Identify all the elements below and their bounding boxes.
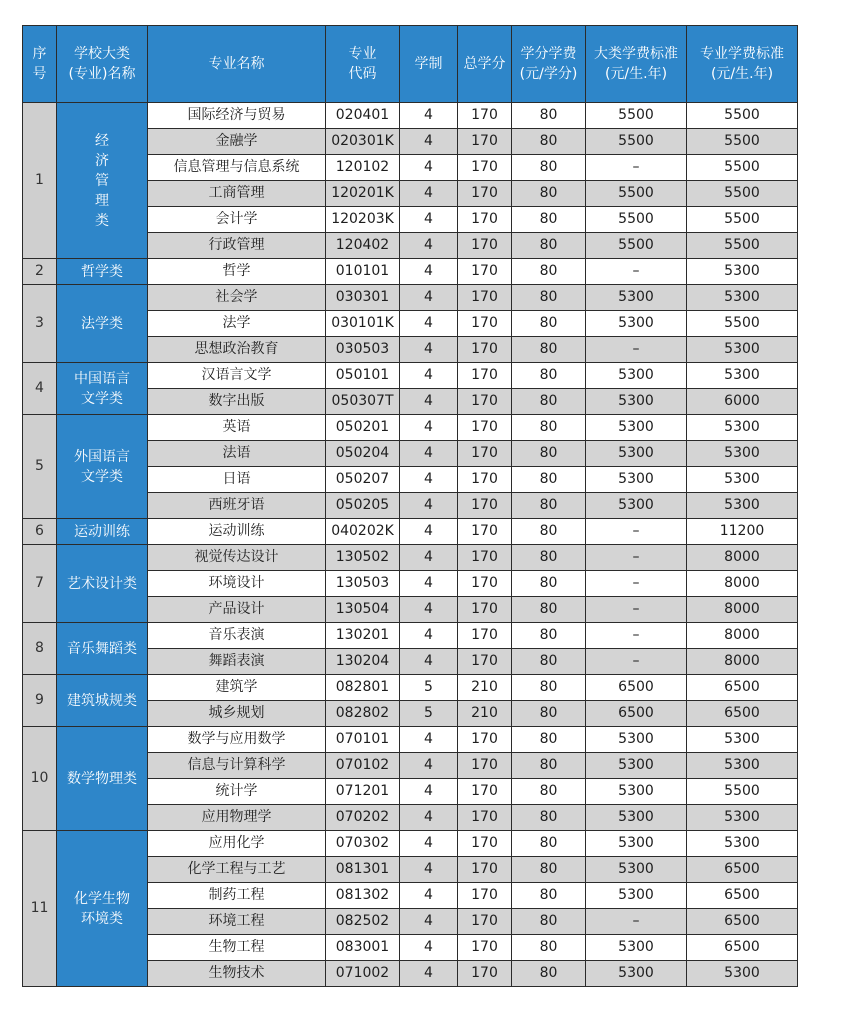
major-name-cell: 视觉传达设计	[148, 545, 326, 571]
header-years: 学制	[400, 26, 458, 103]
category-label: 法学类	[81, 315, 123, 332]
major-name-cell: 金融学	[148, 129, 326, 155]
row-index-cell: 1	[23, 103, 57, 259]
years-cell: 4	[400, 935, 458, 961]
class-fee-cell: –	[586, 259, 687, 285]
category-label: 建筑城规类	[67, 692, 137, 709]
major-code-cell: 050204	[326, 441, 400, 467]
credits-cell: 170	[458, 415, 512, 441]
major-code-cell: 070102	[326, 753, 400, 779]
class-fee-cell: 5300	[586, 935, 687, 961]
major-code-cell: 130504	[326, 597, 400, 623]
credit-fee-cell: 80	[512, 233, 586, 259]
credits-cell: 170	[458, 935, 512, 961]
years-cell: 4	[400, 623, 458, 649]
table-row	[23, 623, 798, 649]
class-fee-cell: 5300	[586, 389, 687, 415]
major-fee-cell: 11200	[687, 519, 798, 545]
credits-cell: 170	[458, 857, 512, 883]
category-cell	[57, 259, 148, 285]
major-name-cell: 西班牙语	[148, 493, 326, 519]
years-cell: 4	[400, 285, 458, 311]
major-name-cell: 法语	[148, 441, 326, 467]
major-code-cell: 030301	[326, 285, 400, 311]
credit-fee-cell: 80	[512, 571, 586, 597]
class-fee-cell: –	[586, 623, 687, 649]
class-fee-cell: 5300	[586, 961, 687, 987]
major-code-cell: 120102	[326, 155, 400, 181]
tuition-table-container	[22, 25, 798, 987]
major-code-cell: 030503	[326, 337, 400, 363]
years-cell: 4	[400, 909, 458, 935]
years-cell: 5	[400, 701, 458, 727]
major-name-cell: 建筑学	[148, 675, 326, 701]
credits-cell: 170	[458, 467, 512, 493]
major-name-cell: 日语	[148, 467, 326, 493]
major-fee-cell: 5500	[687, 779, 798, 805]
row-index-cell: 7	[23, 545, 57, 623]
class-fee-cell: 6500	[586, 675, 687, 701]
major-code-cell: 083001	[326, 935, 400, 961]
major-name-cell: 生物工程	[148, 935, 326, 961]
major-fee-cell: 5500	[687, 233, 798, 259]
credits-cell: 170	[458, 129, 512, 155]
years-cell: 4	[400, 857, 458, 883]
major-fee-cell: 5300	[687, 493, 798, 519]
header-credits: 总学分	[458, 26, 512, 103]
major-fee-cell: 5300	[687, 727, 798, 753]
major-fee-cell: 5300	[687, 285, 798, 311]
major-code-cell: 050101	[326, 363, 400, 389]
major-fee-cell: 8000	[687, 571, 798, 597]
class-fee-cell: 5300	[586, 753, 687, 779]
major-name-cell: 社会学	[148, 285, 326, 311]
credit-fee-cell: 80	[512, 181, 586, 207]
credits-cell: 170	[458, 519, 512, 545]
years-cell: 4	[400, 415, 458, 441]
credits-cell: 170	[458, 363, 512, 389]
credits-cell: 170	[458, 285, 512, 311]
major-name-cell: 汉语言文学	[148, 363, 326, 389]
credits-cell: 170	[458, 311, 512, 337]
credit-fee-cell: 80	[512, 909, 586, 935]
credit-fee-cell: 80	[512, 597, 586, 623]
table-row	[23, 831, 798, 857]
class-fee-cell: 5500	[586, 103, 687, 129]
major-code-cell: 130204	[326, 649, 400, 675]
major-name-cell: 环境设计	[148, 571, 326, 597]
class-fee-cell: –	[586, 649, 687, 675]
category-cell	[57, 623, 148, 675]
major-name-cell: 环境工程	[148, 909, 326, 935]
class-fee-cell: 5300	[586, 493, 687, 519]
class-fee-cell: –	[586, 337, 687, 363]
credit-fee-cell: 80	[512, 857, 586, 883]
class-fee-cell: –	[586, 545, 687, 571]
class-fee-cell: 5500	[586, 181, 687, 207]
category-label: 运动训练	[74, 523, 130, 540]
years-cell: 4	[400, 441, 458, 467]
class-fee-cell: –	[586, 909, 687, 935]
years-cell: 4	[400, 259, 458, 285]
class-fee-cell: –	[586, 597, 687, 623]
major-name-cell: 信息管理与信息系统	[148, 155, 326, 181]
major-fee-cell: 5300	[687, 259, 798, 285]
years-cell: 4	[400, 103, 458, 129]
credit-fee-cell: 80	[512, 961, 586, 987]
years-cell: 4	[400, 831, 458, 857]
years-cell: 4	[400, 311, 458, 337]
major-name-cell: 工商管理	[148, 181, 326, 207]
table-header	[23, 26, 798, 103]
class-fee-cell: –	[586, 571, 687, 597]
credits-cell: 170	[458, 181, 512, 207]
category-label: 化学生物 环境类	[74, 890, 130, 927]
credits-cell: 170	[458, 727, 512, 753]
major-fee-cell: 5500	[687, 155, 798, 181]
major-fee-cell: 5300	[687, 467, 798, 493]
credit-fee-cell: 80	[512, 207, 586, 233]
credits-cell: 170	[458, 597, 512, 623]
header-class-fee: 大类学费标准 (元/生.年)	[586, 26, 687, 103]
years-cell: 4	[400, 779, 458, 805]
credits-cell: 170	[458, 337, 512, 363]
major-fee-cell: 8000	[687, 623, 798, 649]
category-label: 音乐舞蹈类	[67, 640, 137, 657]
class-fee-cell: 5300	[586, 441, 687, 467]
years-cell: 5	[400, 675, 458, 701]
major-fee-cell: 6000	[687, 389, 798, 415]
row-index-cell: 5	[23, 415, 57, 519]
credit-fee-cell: 80	[512, 285, 586, 311]
credit-fee-cell: 80	[512, 701, 586, 727]
class-fee-cell: 5300	[586, 727, 687, 753]
credit-fee-cell: 80	[512, 623, 586, 649]
years-cell: 4	[400, 597, 458, 623]
credit-fee-cell: 80	[512, 753, 586, 779]
category-label: 哲学类	[81, 263, 123, 280]
years-cell: 4	[400, 207, 458, 233]
major-fee-cell: 6500	[687, 883, 798, 909]
category-cell	[57, 831, 148, 987]
category-cell	[57, 103, 148, 259]
credit-fee-cell: 80	[512, 675, 586, 701]
row-index-cell: 11	[23, 831, 57, 987]
major-name-cell: 运动训练	[148, 519, 326, 545]
credit-fee-cell: 80	[512, 363, 586, 389]
credits-cell: 170	[458, 623, 512, 649]
major-code-cell: 082802	[326, 701, 400, 727]
row-index-cell: 6	[23, 519, 57, 545]
years-cell: 4	[400, 545, 458, 571]
major-code-cell: 070101	[326, 727, 400, 753]
row-index-cell: 2	[23, 259, 57, 285]
credit-fee-cell: 80	[512, 337, 586, 363]
tuition-table	[22, 25, 798, 987]
credits-cell: 170	[458, 441, 512, 467]
years-cell: 4	[400, 233, 458, 259]
major-name-cell: 应用化学	[148, 831, 326, 857]
major-fee-cell: 5500	[687, 129, 798, 155]
major-fee-cell: 5300	[687, 415, 798, 441]
credit-fee-cell: 80	[512, 441, 586, 467]
major-name-cell: 城乡规划	[148, 701, 326, 727]
years-cell: 4	[400, 181, 458, 207]
header-major-fee: 专业学费标准 (元/生.年)	[687, 26, 798, 103]
major-code-cell: 020301K	[326, 129, 400, 155]
table-body	[23, 103, 798, 987]
credits-cell: 170	[458, 155, 512, 181]
major-code-cell: 050307T	[326, 389, 400, 415]
major-name-cell: 法学	[148, 311, 326, 337]
credits-cell: 170	[458, 571, 512, 597]
category-cell	[57, 519, 148, 545]
category-cell	[57, 285, 148, 363]
table-row	[23, 727, 798, 753]
credits-cell: 170	[458, 909, 512, 935]
class-fee-cell: 5300	[586, 467, 687, 493]
category-label: 外国语言 文学类	[74, 448, 130, 485]
major-code-cell: 081302	[326, 883, 400, 909]
major-fee-cell: 5300	[687, 441, 798, 467]
credit-fee-cell: 80	[512, 935, 586, 961]
major-code-cell: 010101	[326, 259, 400, 285]
years-cell: 4	[400, 337, 458, 363]
major-code-cell: 050207	[326, 467, 400, 493]
major-name-cell: 制药工程	[148, 883, 326, 909]
credit-fee-cell: 80	[512, 155, 586, 181]
major-code-cell: 082502	[326, 909, 400, 935]
major-fee-cell: 8000	[687, 545, 798, 571]
major-fee-cell: 6500	[687, 909, 798, 935]
major-name-cell: 产品设计	[148, 597, 326, 623]
class-fee-cell: 5300	[586, 285, 687, 311]
credits-cell: 170	[458, 805, 512, 831]
major-name-cell: 英语	[148, 415, 326, 441]
credits-cell: 170	[458, 389, 512, 415]
credit-fee-cell: 80	[512, 779, 586, 805]
years-cell: 4	[400, 467, 458, 493]
header-code: 专业 代码	[326, 26, 400, 103]
class-fee-cell: 5300	[586, 883, 687, 909]
major-name-cell: 数字出版	[148, 389, 326, 415]
row-index-cell: 8	[23, 623, 57, 675]
years-cell: 4	[400, 649, 458, 675]
major-code-cell: 070202	[326, 805, 400, 831]
major-fee-cell: 5300	[687, 337, 798, 363]
major-fee-cell: 5500	[687, 207, 798, 233]
credit-fee-cell: 80	[512, 415, 586, 441]
major-fee-cell: 5300	[687, 831, 798, 857]
header-category: 学校大类 (专业)名称	[57, 26, 148, 103]
major-name-cell: 行政管理	[148, 233, 326, 259]
class-fee-cell: 5300	[586, 415, 687, 441]
major-name-cell: 会计学	[148, 207, 326, 233]
credits-cell: 170	[458, 207, 512, 233]
major-name-cell: 数学与应用数学	[148, 727, 326, 753]
major-name-cell: 生物技术	[148, 961, 326, 987]
credits-cell: 170	[458, 753, 512, 779]
category-label: 经济管理类	[95, 132, 109, 229]
years-cell: 4	[400, 961, 458, 987]
header-idx: 序 号	[23, 26, 57, 103]
credits-cell: 170	[458, 103, 512, 129]
table-row	[23, 519, 798, 545]
major-code-cell: 081301	[326, 857, 400, 883]
table-row	[23, 285, 798, 311]
credits-cell: 170	[458, 779, 512, 805]
credits-cell: 170	[458, 831, 512, 857]
credit-fee-cell: 80	[512, 831, 586, 857]
major-fee-cell: 5300	[687, 363, 798, 389]
major-fee-cell: 5500	[687, 311, 798, 337]
credits-cell: 170	[458, 961, 512, 987]
years-cell: 4	[400, 805, 458, 831]
years-cell: 4	[400, 155, 458, 181]
credits-cell: 170	[458, 883, 512, 909]
credit-fee-cell: 80	[512, 883, 586, 909]
major-fee-cell: 5300	[687, 753, 798, 779]
credit-fee-cell: 80	[512, 727, 586, 753]
major-code-cell: 120203K	[326, 207, 400, 233]
years-cell: 4	[400, 753, 458, 779]
class-fee-cell: 5300	[586, 311, 687, 337]
class-fee-cell: –	[586, 519, 687, 545]
table-row	[23, 103, 798, 129]
class-fee-cell: 5300	[586, 363, 687, 389]
class-fee-cell: 6500	[586, 701, 687, 727]
major-code-cell: 070302	[326, 831, 400, 857]
major-fee-cell: 8000	[687, 597, 798, 623]
table-row	[23, 363, 798, 389]
major-name-cell: 哲学	[148, 259, 326, 285]
class-fee-cell: 5300	[586, 805, 687, 831]
years-cell: 4	[400, 129, 458, 155]
major-name-cell: 信息与计算科学	[148, 753, 326, 779]
table-row	[23, 415, 798, 441]
credits-cell: 170	[458, 545, 512, 571]
years-cell: 4	[400, 727, 458, 753]
major-fee-cell: 6500	[687, 857, 798, 883]
major-fee-cell: 5300	[687, 805, 798, 831]
credits-cell: 170	[458, 233, 512, 259]
major-name-cell: 国际经济与贸易	[148, 103, 326, 129]
table-row	[23, 259, 798, 285]
category-cell	[57, 415, 148, 519]
major-name-cell: 思想政治教育	[148, 337, 326, 363]
credit-fee-cell: 80	[512, 649, 586, 675]
major-code-cell: 071002	[326, 961, 400, 987]
major-fee-cell: 8000	[687, 649, 798, 675]
credit-fee-cell: 80	[512, 129, 586, 155]
row-index-cell: 10	[23, 727, 57, 831]
category-cell	[57, 727, 148, 831]
major-fee-cell: 5500	[687, 103, 798, 129]
class-fee-cell: 5500	[586, 207, 687, 233]
major-fee-cell: 5500	[687, 181, 798, 207]
row-index-cell: 4	[23, 363, 57, 415]
credits-cell: 210	[458, 675, 512, 701]
major-code-cell: 050205	[326, 493, 400, 519]
header-credit-fee: 学分学费 (元/学分)	[512, 26, 586, 103]
credits-cell: 170	[458, 259, 512, 285]
major-name-cell: 舞蹈表演	[148, 649, 326, 675]
credit-fee-cell: 80	[512, 103, 586, 129]
credit-fee-cell: 80	[512, 259, 586, 285]
major-code-cell: 120201K	[326, 181, 400, 207]
row-index-cell: 9	[23, 675, 57, 727]
credit-fee-cell: 80	[512, 805, 586, 831]
header-row	[23, 26, 798, 103]
years-cell: 4	[400, 493, 458, 519]
major-fee-cell: 6500	[687, 701, 798, 727]
category-label: 艺术设计类	[67, 575, 137, 592]
major-code-cell: 030101K	[326, 311, 400, 337]
table-row	[23, 545, 798, 571]
header-major: 专业名称	[148, 26, 326, 103]
category-label: 中国语言 文学类	[74, 370, 130, 407]
major-name-cell: 化学工程与工艺	[148, 857, 326, 883]
category-cell	[57, 363, 148, 415]
major-name-cell: 统计学	[148, 779, 326, 805]
major-name-cell: 应用物理学	[148, 805, 326, 831]
row-index-cell: 3	[23, 285, 57, 363]
credit-fee-cell: 80	[512, 311, 586, 337]
class-fee-cell: 5300	[586, 857, 687, 883]
major-code-cell: 120402	[326, 233, 400, 259]
major-code-cell: 082801	[326, 675, 400, 701]
years-cell: 4	[400, 571, 458, 597]
years-cell: 4	[400, 519, 458, 545]
table-row	[23, 675, 798, 701]
years-cell: 4	[400, 363, 458, 389]
major-code-cell: 050201	[326, 415, 400, 441]
class-fee-cell: 5500	[586, 129, 687, 155]
major-fee-cell: 6500	[687, 675, 798, 701]
credits-cell: 170	[458, 493, 512, 519]
major-code-cell: 071201	[326, 779, 400, 805]
credits-cell: 170	[458, 649, 512, 675]
major-fee-cell: 6500	[687, 935, 798, 961]
major-code-cell: 130502	[326, 545, 400, 571]
credit-fee-cell: 80	[512, 545, 586, 571]
years-cell: 4	[400, 883, 458, 909]
credit-fee-cell: 80	[512, 493, 586, 519]
major-code-cell: 040202K	[326, 519, 400, 545]
years-cell: 4	[400, 389, 458, 415]
credit-fee-cell: 80	[512, 389, 586, 415]
class-fee-cell: 5300	[586, 831, 687, 857]
credits-cell: 210	[458, 701, 512, 727]
class-fee-cell: 5300	[586, 779, 687, 805]
category-cell	[57, 545, 148, 623]
major-code-cell: 020401	[326, 103, 400, 129]
category-label: 数学物理类	[67, 770, 137, 787]
major-code-cell: 130503	[326, 571, 400, 597]
major-fee-cell: 5300	[687, 961, 798, 987]
major-name-cell: 音乐表演	[148, 623, 326, 649]
class-fee-cell: –	[586, 155, 687, 181]
credit-fee-cell: 80	[512, 467, 586, 493]
major-code-cell: 130201	[326, 623, 400, 649]
credit-fee-cell: 80	[512, 519, 586, 545]
class-fee-cell: 5500	[586, 233, 687, 259]
category-cell	[57, 675, 148, 727]
